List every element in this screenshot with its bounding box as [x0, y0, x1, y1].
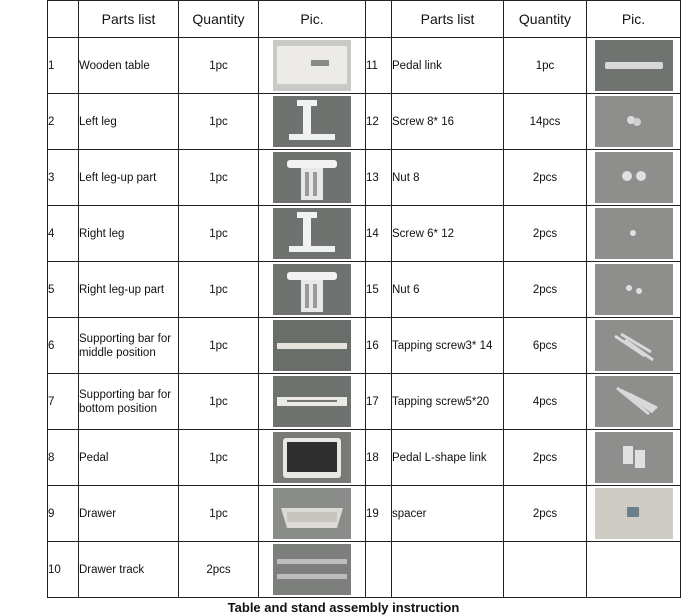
part-number: 12: [366, 94, 392, 150]
table-row: [48, 374, 681, 430]
part-number: 19: [366, 486, 392, 542]
part-picture: [259, 430, 366, 486]
part-picture: [587, 486, 681, 542]
table-row: [48, 542, 681, 598]
part-photo: [595, 376, 673, 427]
part-picture: [259, 94, 366, 150]
header-num-2: [366, 1, 392, 38]
part-photo: [273, 488, 351, 539]
part-number: 1: [48, 38, 79, 94]
part-number: 15: [366, 262, 392, 318]
part-number: 9: [48, 486, 79, 542]
part-number: 18: [366, 430, 392, 486]
part-photo: [273, 376, 351, 427]
part-picture: [587, 374, 681, 430]
header-pic-2: Pic.: [587, 1, 681, 38]
part-quantity: 14pcs: [504, 94, 587, 150]
part-name: Nut 6: [392, 262, 504, 318]
part-picture: [259, 150, 366, 206]
part-number: 2: [48, 94, 79, 150]
part-quantity: 2pcs: [504, 430, 587, 486]
part-name: Pedal L-shape link: [392, 430, 504, 486]
part-photo: [273, 152, 351, 203]
part-picture: [587, 206, 681, 262]
part-name: Drawer: [79, 486, 179, 542]
table-row: [48, 318, 681, 374]
part-name: Right leg-up part: [79, 262, 179, 318]
page-caption: Table and stand assembly instruction: [227, 600, 460, 615]
part-name: spacer: [392, 486, 504, 542]
part-picture: [259, 262, 366, 318]
table-row: [48, 38, 681, 94]
part-name: Nut 8: [392, 150, 504, 206]
part-number: [366, 542, 392, 598]
part-picture: [587, 150, 681, 206]
header-num: [48, 1, 79, 38]
part-picture: [259, 38, 366, 94]
part-name: Supporting bar for middle position: [79, 318, 179, 374]
part-photo: [273, 432, 351, 483]
part-name: Left leg: [79, 94, 179, 150]
part-name: Screw 6* 12: [392, 206, 504, 262]
part-quantity: 1pc: [179, 374, 259, 430]
part-name: Pedal link: [392, 38, 504, 94]
part-picture: [259, 486, 366, 542]
part-number: 17: [366, 374, 392, 430]
part-picture: [587, 262, 681, 318]
table-row: [48, 206, 681, 262]
part-quantity: 2pcs: [504, 262, 587, 318]
part-photo: [595, 152, 673, 203]
part-quantity: 1pc: [179, 486, 259, 542]
part-quantity: 1pc: [179, 206, 259, 262]
part-picture: [587, 430, 681, 486]
part-number: 6: [48, 318, 79, 374]
part-number: 14: [366, 206, 392, 262]
part-number: 3: [48, 150, 79, 206]
part-quantity: 1pc: [179, 318, 259, 374]
part-number: 5: [48, 262, 79, 318]
part-name: [392, 542, 504, 598]
part-number: 10: [48, 542, 79, 598]
part-photo: [595, 40, 673, 91]
part-photo: [273, 264, 351, 315]
part-name: Screw 8* 16: [392, 94, 504, 150]
part-number: 7: [48, 374, 79, 430]
part-quantity: 1pc: [179, 38, 259, 94]
part-picture: [587, 94, 681, 150]
part-photo: [595, 320, 673, 371]
part-photo: [273, 544, 351, 595]
parts-table: [47, 0, 681, 598]
header-pic: Pic.: [259, 1, 366, 38]
table-row: [48, 262, 681, 318]
table-row: [48, 486, 681, 542]
part-picture: [259, 542, 366, 598]
table-row: [48, 430, 681, 486]
part-quantity: 6pcs: [504, 318, 587, 374]
part-picture: [259, 206, 366, 262]
part-quantity: 1pc: [179, 94, 259, 150]
part-name: Supporting bar for bottom position: [79, 374, 179, 430]
part-quantity: 2pcs: [504, 206, 587, 262]
part-photo: [595, 264, 673, 315]
part-photo: [595, 432, 673, 483]
part-photo: [595, 96, 673, 147]
part-name: Right leg: [79, 206, 179, 262]
table-header-row: [48, 1, 681, 38]
part-number: 4: [48, 206, 79, 262]
header-parts-list: Parts list: [79, 1, 179, 38]
part-name: Tapping screw5*20: [392, 374, 504, 430]
part-quantity: 1pc: [504, 38, 587, 94]
part-quantity: 1pc: [179, 150, 259, 206]
part-quantity: 1pc: [179, 262, 259, 318]
part-name: Left leg-up part: [79, 150, 179, 206]
part-picture: [587, 542, 681, 598]
part-photo: [273, 40, 351, 91]
part-quantity: [504, 542, 587, 598]
part-name: Wooden table: [79, 38, 179, 94]
part-quantity: 2pcs: [504, 486, 587, 542]
part-quantity: 1pc: [179, 430, 259, 486]
part-photo: [595, 208, 673, 259]
part-name: Drawer track: [79, 542, 179, 598]
table-row: [48, 150, 681, 206]
part-picture: [259, 374, 366, 430]
part-picture: [587, 38, 681, 94]
part-number: 8: [48, 430, 79, 486]
part-photo: [273, 320, 351, 371]
part-number: 13: [366, 150, 392, 206]
part-photo: [595, 488, 673, 539]
part-quantity: 2pcs: [504, 150, 587, 206]
part-quantity: 2pcs: [179, 542, 259, 598]
header-parts-list-2: Parts list: [392, 1, 504, 38]
header-quantity-2: Quantity: [504, 1, 587, 38]
header-quantity: Quantity: [179, 1, 259, 38]
part-photo: [273, 96, 351, 147]
table-row: [48, 94, 681, 150]
part-number: 11: [366, 38, 392, 94]
part-picture: [259, 318, 366, 374]
part-name: Pedal: [79, 430, 179, 486]
part-name: Tapping screw3* 14: [392, 318, 504, 374]
part-photo: [273, 208, 351, 259]
part-number: 16: [366, 318, 392, 374]
part-picture: [587, 318, 681, 374]
part-quantity: 4pcs: [504, 374, 587, 430]
